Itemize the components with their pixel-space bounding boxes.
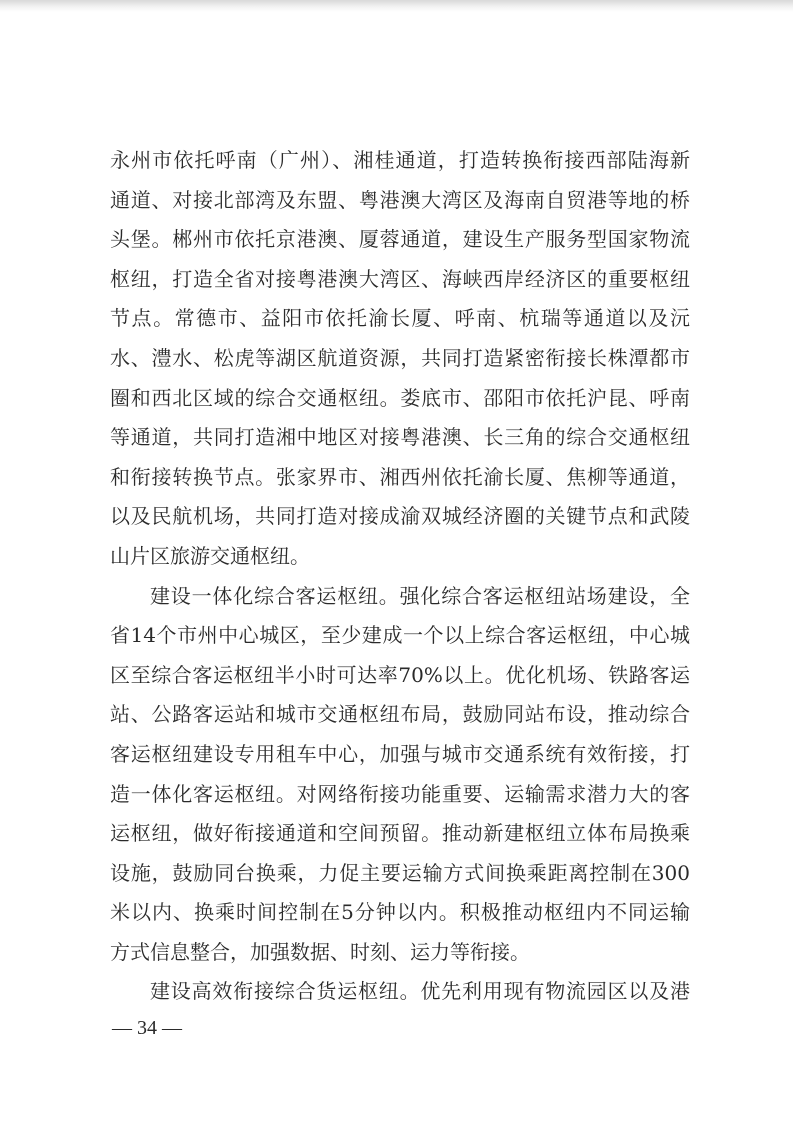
text-line: 和衔接转换节点。张家界市、湘西州依托渝长厦、焦柳等通道， [110, 464, 690, 489]
text-line: 客运枢纽建设专用租车中心，加强与城市交通系统有效衔接，打 [110, 741, 690, 766]
paragraph-3 [110, 972, 690, 1012]
text-line: 设施，鼓励同台换乘，力促主要运输方式间换乘距离控制在300 [110, 860, 690, 885]
text-line: 建设高效衔接综合货运枢纽。优先利用现有物流园区以及港 [150, 979, 690, 1004]
document-body [110, 141, 690, 1012]
text-line: 山片区旅游交通枢纽。 [110, 543, 310, 568]
text-line: 区至综合客运枢纽半小时可达率70%以上。优化机场、铁路客运 [110, 662, 690, 687]
text-line: 站、公路客运站和城市交通枢纽布局，鼓励同站布设，推动综合 [110, 702, 690, 727]
text-line: 头堡。郴州市依托京港澳、厦蓉通道，建设生产服务型国家物流 [110, 227, 690, 252]
text-line: 枢纽，打造全省对接粤港澳大湾区、海峡西岸经济区的重要枢纽 [110, 266, 690, 291]
text-line: 米以内、换乘时间控制在5分钟以内。积极推动枢纽内不同运输 [110, 900, 690, 925]
text-line: 方式信息整合，加强数据、时刻、运力等衔接。 [110, 939, 530, 964]
scan-top-edge [0, 0, 793, 12]
text-line: 圈和西北区域的综合交通枢纽。娄底市、邵阳市依托沪昆、呼南 [110, 385, 690, 410]
page-number: — 34 — [112, 1017, 182, 1039]
paragraph-2 [110, 577, 690, 973]
text-line: 等通道，共同打造湘中地区对接粤港澳、长三角的综合交通枢纽 [110, 425, 690, 450]
paragraph-1 [110, 141, 690, 577]
text-line: 永州市依托呼南（广州）、湘桂通道，打造转换衔接西部陆海新 [110, 148, 690, 172]
text-line: 以及民航机场，共同打造对接成渝双城经济圈的关键节点和武陵 [110, 504, 690, 529]
text-line: 省14个市州中心城区，至少建成一个以上综合客运枢纽，中心城 [110, 623, 690, 648]
text-line: 建设一体化综合客运枢纽。强化综合客运枢纽站场建设，全 [150, 583, 690, 608]
text-line: 水、澧水、松虎等湖区航道资源，共同打造紧密衔接长株潭都市 [110, 345, 690, 370]
text-line: 运枢纽，做好衔接通道和空间预留。推动新建枢纽立体布局换乘 [110, 821, 690, 846]
text-line: 通道、对接北部湾及东盟、粤港澳大湾区及海南自贸港等地的桥 [110, 187, 690, 212]
text-line: 节点。常德市、益阳市依托渝长厦、呼南、杭瑞等通道以及沅 [110, 306, 690, 331]
text-line: 造一体化客运枢纽。对网络衔接功能重要、运输需求潜力大的客 [110, 781, 690, 806]
